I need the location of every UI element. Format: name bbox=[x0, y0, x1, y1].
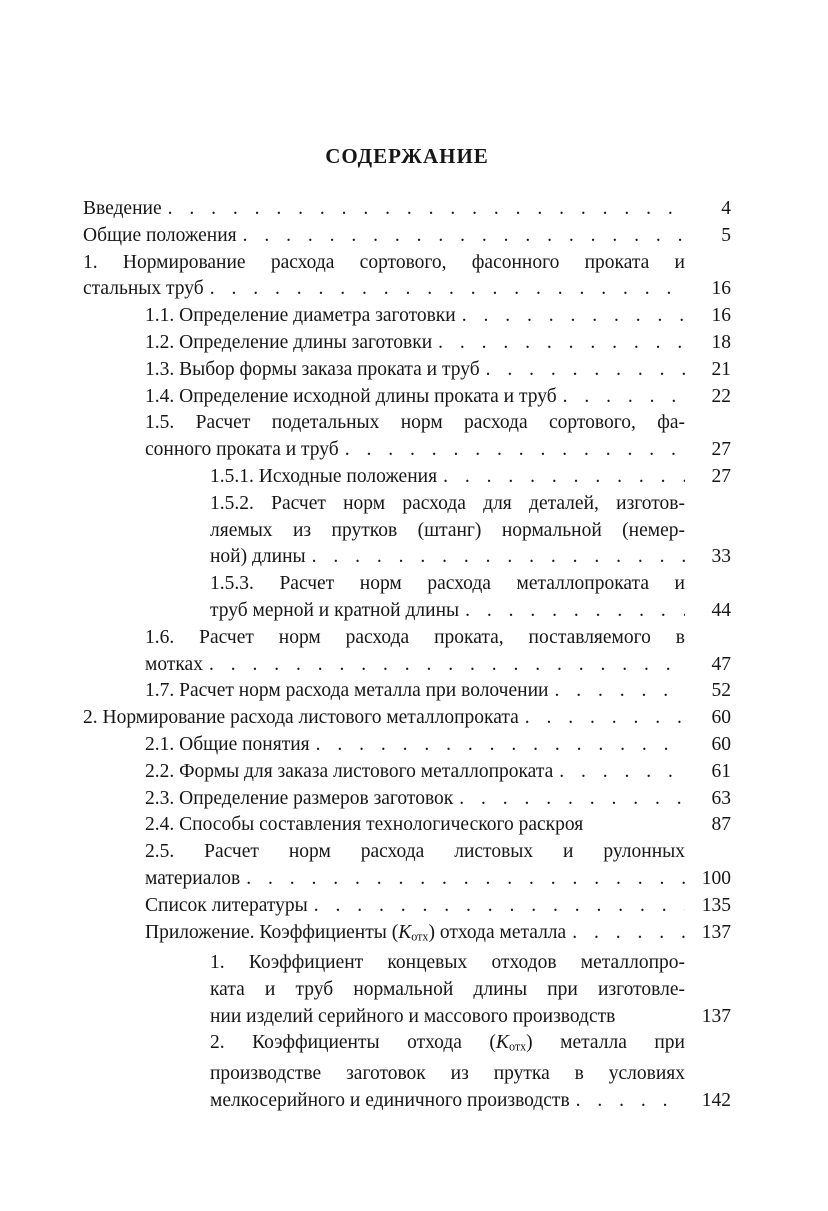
toc-line bbox=[83, 1004, 731, 1031]
page-number: 52 bbox=[711, 680, 731, 702]
toc-line bbox=[83, 786, 731, 813]
dot-leader bbox=[203, 652, 685, 679]
toc-entry-text: 1.7. Расчет норм расхода металла при волочении bbox=[145, 680, 549, 702]
toc-entry-text: 1.5.1. Исходные положения bbox=[210, 465, 438, 487]
toc-entry-text: 2.2. Формы для заказа листового металлопроката bbox=[145, 760, 554, 782]
toc-line bbox=[83, 276, 731, 303]
subscript-text: отх bbox=[411, 929, 429, 944]
page-number: 142 bbox=[701, 1089, 731, 1111]
toc-entry-text: 1.2. Определение длины заготовки bbox=[145, 331, 433, 353]
page-number: 137 bbox=[701, 1005, 731, 1027]
dot-leader bbox=[339, 437, 685, 464]
toc-line bbox=[83, 518, 731, 545]
toc-line bbox=[83, 598, 731, 625]
toc-entry-text: 1.1. Определение диаметра заготовки bbox=[145, 305, 456, 327]
dot-leader bbox=[437, 464, 685, 491]
page-number: 63 bbox=[711, 787, 731, 809]
toc-entry-text: 1. Нормирование расхода сортового, фасонного проката и bbox=[83, 251, 685, 273]
text-fragment: ) металла при bbox=[526, 1032, 685, 1054]
dot-leader bbox=[548, 678, 685, 705]
dot-leader bbox=[519, 705, 685, 732]
toc-line bbox=[83, 812, 731, 839]
dot-leader bbox=[453, 786, 685, 813]
toc-line bbox=[83, 920, 731, 950]
page-number: 87 bbox=[711, 814, 731, 836]
dot-leader bbox=[557, 384, 685, 411]
dot-leader bbox=[553, 759, 685, 786]
page-number: 61 bbox=[711, 760, 731, 782]
toc-entry-text: труб мерной и кратной длины bbox=[210, 599, 460, 621]
page-number: 100 bbox=[701, 867, 731, 889]
toc-entry-text: 2.1. Общие понятия bbox=[145, 733, 310, 755]
toc-line bbox=[83, 839, 731, 866]
page-number: 60 bbox=[711, 733, 731, 755]
toc-entry-text: 1.5.2. Расчет норм расхода для деталей, изготов- bbox=[210, 492, 685, 514]
toc-entry-text: мотках bbox=[145, 653, 203, 675]
toc-line bbox=[83, 1088, 731, 1115]
toc-line bbox=[83, 705, 731, 732]
toc-line bbox=[83, 223, 731, 250]
page-number: 33 bbox=[711, 546, 731, 568]
toc-entry-text: ката и труб нормальной длины при изготовле- bbox=[210, 978, 685, 1000]
dot-leader bbox=[308, 893, 685, 920]
toc-entry-text: 1.4. Определение исходной длины проката и труб bbox=[145, 385, 557, 407]
toc-line bbox=[83, 977, 731, 1004]
toc-line bbox=[83, 250, 731, 277]
page-number: 18 bbox=[711, 331, 731, 353]
page-title: СОДЕРЖАНИЕ bbox=[325, 144, 489, 168]
toc-entry-text bbox=[210, 1030, 685, 1060]
toc-line bbox=[83, 437, 731, 464]
toc-entry-text: ляемых из прутков (штанг) нормальной (немер- bbox=[210, 519, 685, 541]
toc-entry-text: Список литературы bbox=[145, 894, 308, 916]
toc-entry-text: ной) длины bbox=[210, 546, 306, 568]
dot-leader bbox=[310, 732, 685, 759]
page-number: 137 bbox=[701, 921, 731, 943]
coefficient-symbol: K bbox=[398, 921, 412, 943]
dot-leader bbox=[456, 303, 685, 330]
dot-leader bbox=[306, 544, 685, 571]
toc-line bbox=[83, 330, 731, 357]
toc-line bbox=[83, 544, 731, 571]
page-number: 4 bbox=[721, 198, 731, 219]
toc-entry-text: Общие положения bbox=[83, 224, 237, 246]
toc-entry-text: 2. Нормирование расхода листового металлопроката bbox=[83, 707, 519, 729]
toc-line bbox=[83, 759, 731, 786]
toc-entry-text: 2.4. Способы составления технологического раскроя bbox=[145, 814, 584, 836]
text-fragment: ) отхода металла bbox=[428, 921, 567, 943]
page-number: 44 bbox=[711, 599, 731, 621]
toc-line bbox=[83, 303, 731, 330]
toc-entry-text: 1.5. Расчет подетальных норм расхода сортового, фа- bbox=[145, 412, 685, 434]
page-number: 16 bbox=[711, 278, 731, 300]
dot-leader bbox=[237, 223, 685, 250]
toc-entry-text: производстве заготовок из прутка в условиях bbox=[210, 1062, 685, 1084]
toc-entry-text: нии изделий серийного и массового производств bbox=[210, 1005, 616, 1027]
page-number: 27 bbox=[711, 465, 731, 487]
toc-entry-text: материалов bbox=[145, 867, 241, 889]
dot-leader bbox=[480, 357, 685, 384]
page-number: 16 bbox=[711, 305, 731, 327]
table-of-contents bbox=[83, 196, 731, 1114]
toc-entry-text: Введение bbox=[83, 198, 162, 219]
toc-line bbox=[83, 571, 731, 598]
dot-leader bbox=[240, 866, 685, 893]
toc-entry-text: 1.5.3. Расчет норм расхода металлопроката и bbox=[210, 573, 685, 595]
page-number: 135 bbox=[701, 894, 731, 916]
toc-line bbox=[83, 1061, 731, 1088]
toc-entry-text: 2.3. Определение размеров заготовок bbox=[145, 787, 454, 809]
toc-line bbox=[83, 196, 731, 223]
toc-entry-text bbox=[145, 920, 566, 950]
toc-line bbox=[83, 732, 731, 759]
page-number: 60 bbox=[711, 707, 731, 729]
dot-leader bbox=[204, 276, 685, 303]
page-number: 5 bbox=[721, 224, 731, 246]
toc-line bbox=[83, 464, 731, 491]
dot-leader bbox=[162, 196, 685, 223]
toc-entry-text: 1.6. Расчет норм расхода проката, поставляемого в bbox=[145, 626, 685, 648]
toc-line bbox=[83, 410, 731, 437]
toc-entry-text: 2.5. Расчет норм расхода листовых и рулонных bbox=[145, 841, 685, 863]
text-fragment: Приложение. Коэффициенты ( bbox=[145, 921, 399, 943]
toc-line bbox=[83, 866, 731, 893]
toc-line bbox=[83, 950, 731, 977]
toc-entry-text: стальных труб bbox=[83, 278, 204, 300]
toc-entry-text: 1. Коэффициент концевых отходов металлопро- bbox=[210, 951, 685, 973]
toc-line bbox=[83, 652, 731, 679]
subscript-text: отх bbox=[508, 1040, 527, 1055]
dot-leader bbox=[459, 598, 685, 625]
coefficient-symbol: K bbox=[495, 1032, 509, 1054]
page-number: 47 bbox=[711, 653, 731, 675]
toc-line bbox=[83, 384, 731, 411]
toc-line bbox=[83, 893, 731, 920]
page-number: 22 bbox=[711, 385, 731, 407]
dot-leader bbox=[566, 920, 685, 947]
toc-entry-text: 1.3. Выбор формы заказа проката и труб bbox=[145, 358, 480, 380]
dot-leader bbox=[570, 1088, 685, 1115]
toc-line bbox=[83, 491, 731, 518]
toc-line bbox=[83, 1030, 731, 1060]
toc-line bbox=[83, 625, 731, 652]
toc-entry-text: сонного проката и труб bbox=[145, 439, 339, 461]
toc-line bbox=[83, 357, 731, 384]
toc-entry-text: мелкосерийного и единичного производств bbox=[210, 1089, 570, 1111]
toc-line bbox=[83, 678, 731, 705]
dot-leader bbox=[432, 330, 685, 357]
text-fragment: 2. Коэффициенты отхода ( bbox=[210, 1032, 496, 1054]
page-number: 27 bbox=[711, 439, 731, 461]
page-number: 21 bbox=[711, 358, 731, 380]
